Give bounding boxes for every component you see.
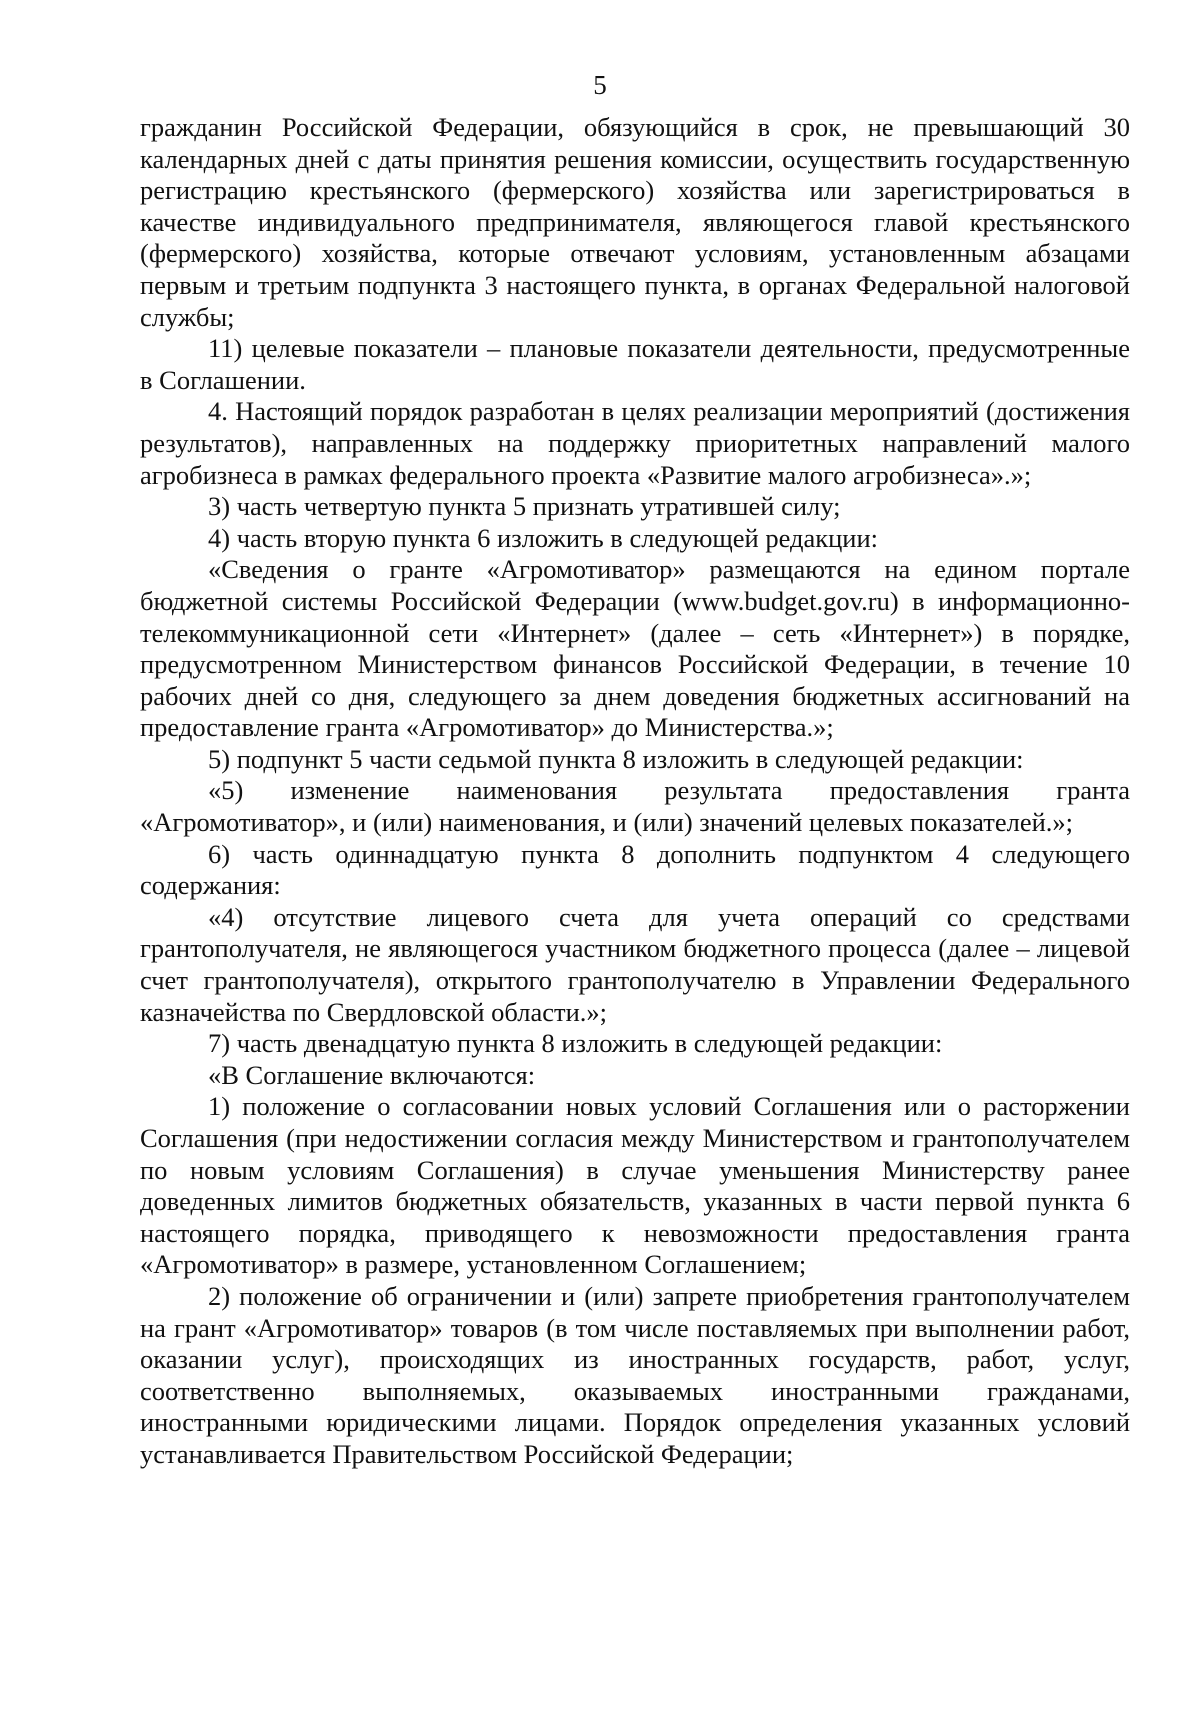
paragraph: 5) подпункт 5 части седьмой пункта 8 изложить в следующей редакции: <box>208 743 1024 774</box>
paragraph: 11) целевые показатели – плановые показатели деятельности, предусмотренные в Соглашении. <box>140 333 1130 395</box>
paragraph: 4. Настоящий порядок разработан в целях реализации мероприятий (достижения результатов), направленных на поддержку приоритетных направлений малого агробизнеса в рамках федерального проекта «Развитие малого агробизнеса».»; <box>140 396 1130 490</box>
paragraph: 1) положение о согласовании новых условий Соглашения или о расторжении Соглашения (при недостижении согласия между Министерством и грантополучателем по новым условиям Соглашения) в случае уменьшения Министерству ранее доведенных лимитов бюджетных обязательств, указанных в части первой пункта 6 настоящего порядка, приводящего к невозможности предоставления гранта «Агромотиватор» в размере, установленном Соглашением; <box>140 1091 1130 1280</box>
paragraph: 7) часть двенадцатую пункта 8 изложить в следующей редакции: <box>208 1028 943 1059</box>
page-number: 5 <box>593 70 607 100</box>
paragraph: 6) часть одиннадцатую пункта 8 дополнить подпунктом 4 следующего содержания: <box>140 838 1130 901</box>
paragraph: «Сведения о гранте «Агромотиватор» размещаются на едином портале бюджетной системы Российской Федерации (www.budget.gov.ru) в информационно-телекоммуникационной сети «Интернет» (далее – сеть «Интернет») в порядке, предусмотренном Министерством финансов Российской Федерации, в течение 10 рабочих дней со дня, следующего за днем доведения бюджетных ассигнований на предоставление гранта «Агромотиватор» до Министерства.»; <box>140 554 1130 743</box>
paragraph: «В Соглашение включаются: <box>208 1059 536 1090</box>
document-body <box>140 112 1130 1471</box>
paragraph: «4) отсутствие лицевого счета для учета операций со средствами грантополучателя, не являющегося участником бюджетного процесса (далее – лицевой счет грантополучателя), открытого грантополучателю в Управлении Федерального казначейства по Свердловской области.»; <box>140 901 1130 1027</box>
paragraph: 3) часть четвертую пункта 5 признать утратившей силу; <box>208 491 841 522</box>
paragraph: гражданин Российской Федерации, обязующийся в срок, не превышающий 30 календарных дней с даты принятия решения комиссии, осуществить государственную регистрацию крестьянского (фермерского) хозяйства или зарегистрироваться в качестве индивидуального предпринимателя, являющегося главой крестьянского (фермерского) хозяйства, которые отвечают условиям, установленным абзацами первым и третьим подпункта 3 настоящего пункта, в органах Федеральной налоговой службы; <box>140 112 1130 332</box>
paragraph: 4) часть вторую пункта 6 изложить в следующей редакции: <box>208 522 879 553</box>
paragraph: 2) положение об ограничении и (или) запрете приобретения грантополучателем на грант «Агромотиватор» товаров (в том числе поставляемых при выполнении работ, оказании услуг), происходящих из иностранных государств, работ, услуг, соответственно выполняемых, оказываемых иностранными гражданами, иностранными юридическими лицами. Порядок определения указанных условий устанавливается Правительством Российской Федерации; <box>140 1280 1130 1469</box>
paragraph: «5) изменение наименования результата предоставления гранта «Агромотиватор», и (или) наименования, и (или) значений целевых показателей.»; <box>140 775 1130 838</box>
